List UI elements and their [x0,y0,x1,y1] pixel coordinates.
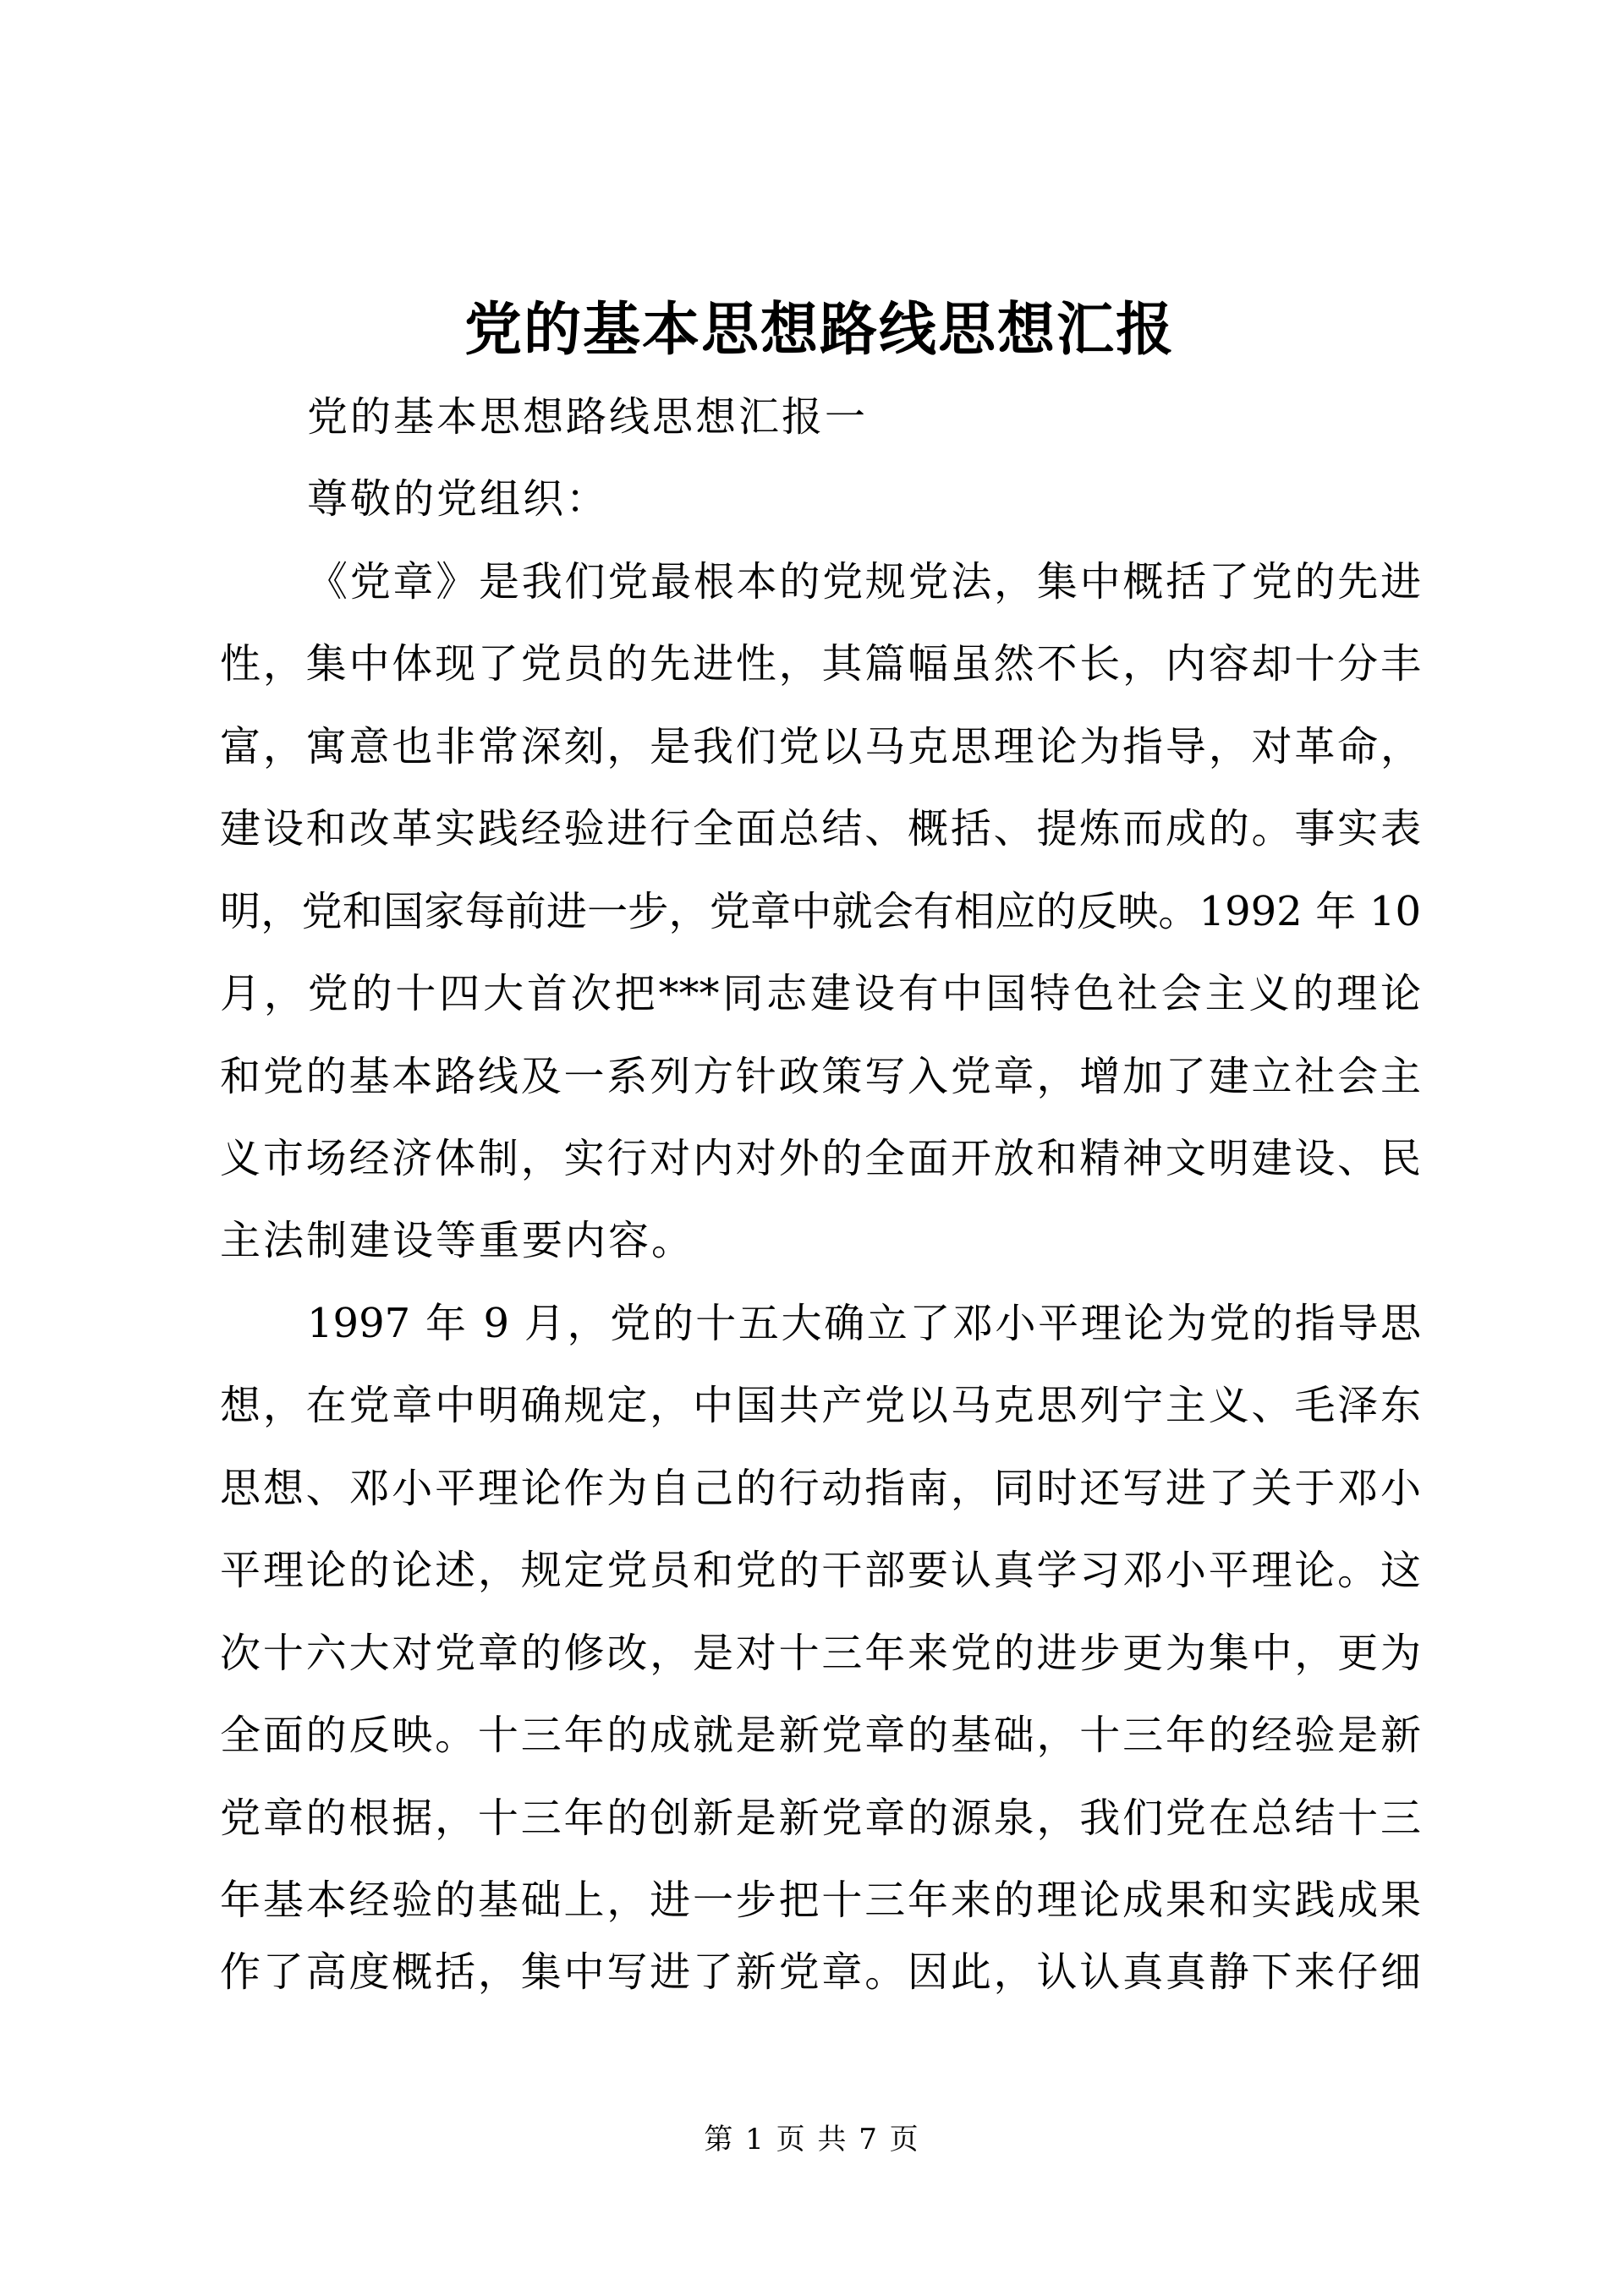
page-number-footer: 第 1 页 共 7 页 [704,2123,920,2156]
paragraph-line: 性，集中体现了党员的先进性，其篇幅虽然不长，内容却十分丰 [220,640,1421,688]
paragraph-line: 《党章》是我们党最根本的党规党法，集中概括了党的先进 [307,558,1421,606]
paragraph-line: 想，在党章中明确规定，中国共产党以马克思列宁主义、毛泽东 [220,1382,1421,1429]
paragraph-line: 富，寓意也非常深刻，是我们党以马克思理论为指导，对革命， [220,723,1421,770]
paragraph-line: 作了高度概括，集中写进了新党章。因此，认认真真静下来仔细 [220,1948,1421,1996]
salutation: 尊敬的党组织： [307,475,610,523]
paragraph-line: 次十六大对党章的修改，是对十三年来党的进步更为集中，更为 [220,1630,1421,1677]
paragraph-line: 1997 年 9 月，党的十五大确立了邓小平理论为党的指导思 [307,1300,1421,1347]
paragraph-line: 思想、邓小平理论作为自己的行动指南，同时还写进了关于邓小 [220,1465,1421,1512]
paragraph-line: 月，党的十四大首次把***同志建设有中国特色社会主义的理论 [220,970,1421,1017]
paragraph-line: 主法制建设等重要内容。 [220,1217,695,1264]
paragraph-line: 平理论的论述，规定党员和党的干部要认真学习邓小平理论。这 [220,1547,1421,1594]
paragraph-line: 义市场经济体制，实行对内对外的全面开放和精神文明建设、民 [220,1135,1421,1182]
paragraph-line: 和党的基本路线及一系列方针政策写入党章，增加了建立社会主 [220,1053,1421,1100]
document-subtitle: 党的基本思想路线思想汇报一 [307,393,869,441]
paragraph-line: 全面的反映。十三年的成就是新党章的基础，十三年的经验是新 [220,1712,1421,1759]
paragraph-line: 年基本经验的基础上，进一步把十三年来的理论成果和实践成果 [220,1877,1421,1924]
document-title: 党的基本思想路线思想汇报 [464,296,1175,364]
paragraph-line: 明，党和国家每前进一步，党章中就会有相应的反映。1992 年 10 [220,888,1421,935]
paragraph-line: 建设和改革实践经验进行全面总结、概括、提炼而成的。事实表 [220,805,1421,852]
paragraph-line: 党章的根据，十三年的创新是新党章的源泉，我们党在总结十三 [220,1795,1421,1842]
